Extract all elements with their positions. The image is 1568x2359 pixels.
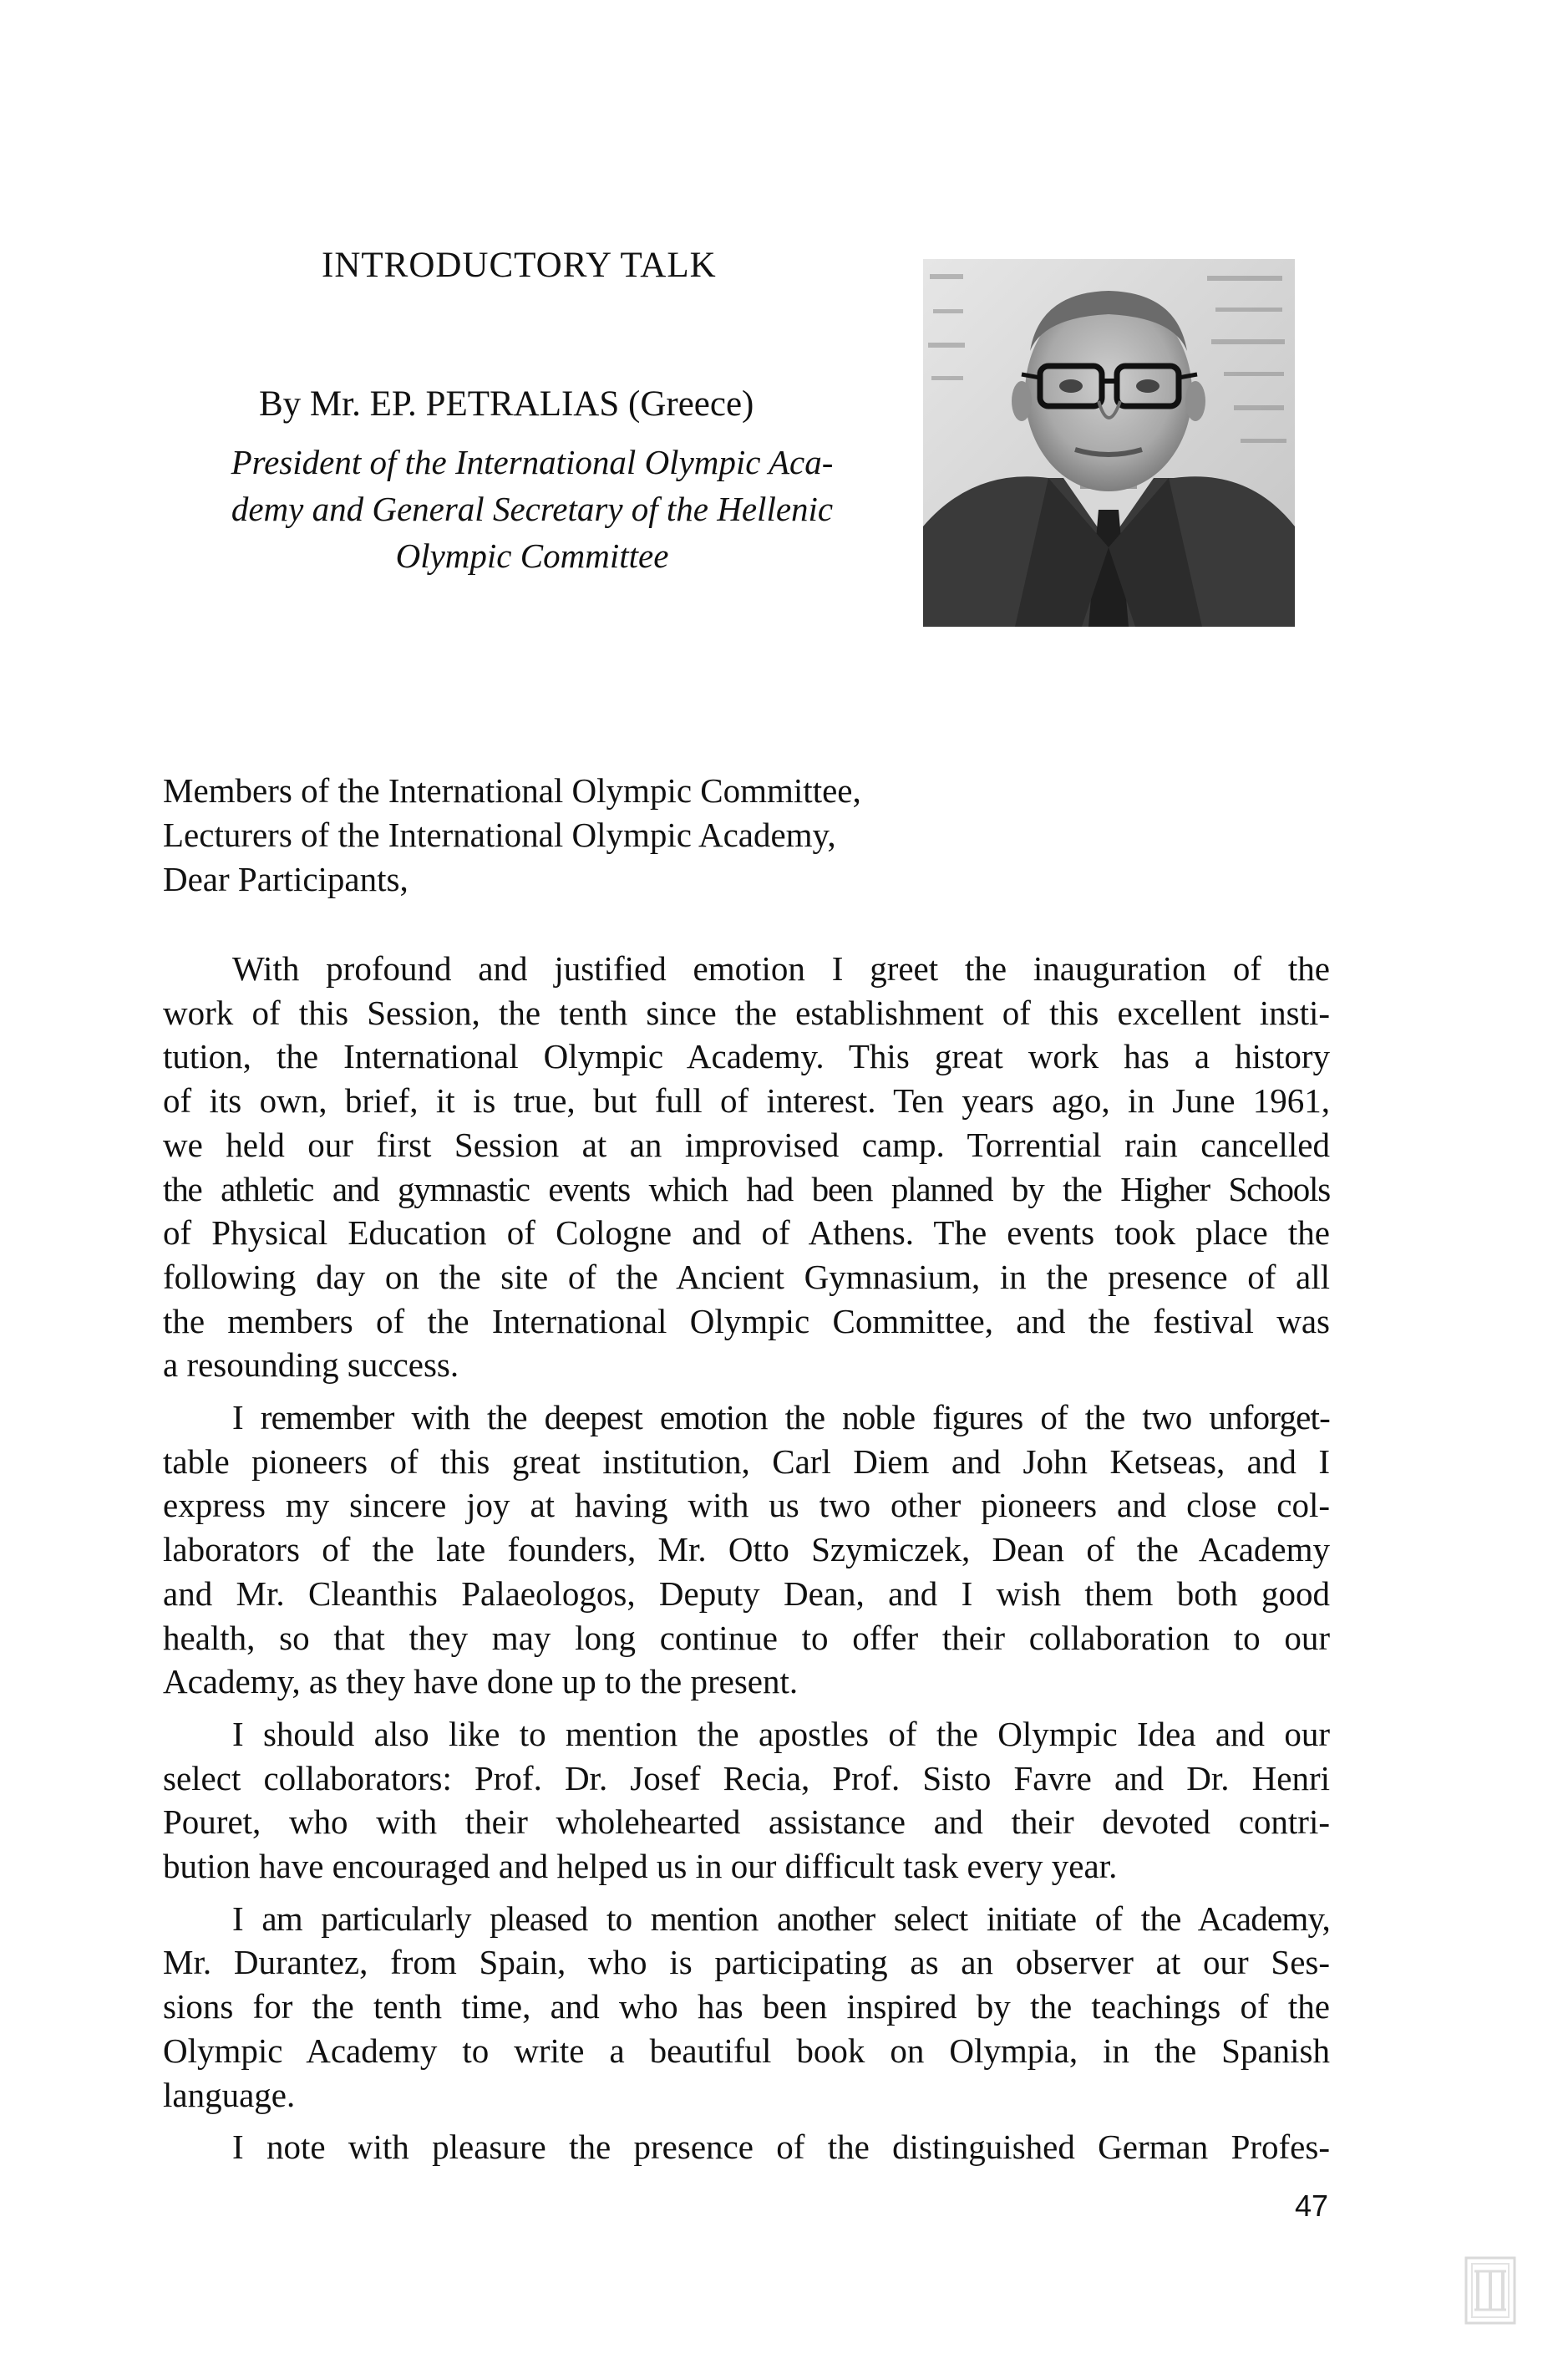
author-portrait-photo xyxy=(923,259,1295,627)
text-line: With profound and justified emotion I greet the inauguration of the xyxy=(232,949,1330,988)
text-line: Academy, as they have done up to the present. xyxy=(163,1662,799,1701)
text-line: Pouret, who with their wholehearted assistance and their devoted contri- xyxy=(163,1802,1330,1842)
text-line: select collaborators: Prof. Dr. Josef Recia, Prof. Sisto Favre and Dr. Henri xyxy=(163,1758,1330,1797)
text-line: of its own, brief, it is true, but full of interest. Ten years ago, in June 1961, xyxy=(163,1081,1330,1121)
author-role-line: demy and General Secretary of the Hellenic xyxy=(231,490,834,528)
text-line: I note with pleasure the presence of the distinguished German Profes- xyxy=(232,2128,1330,2167)
text-line: the athletic and gymnastic events which had been planned by the Higher Schools xyxy=(163,1169,1330,1208)
text-line: the members of the International Olympic Committee, and the festival was xyxy=(163,1301,1330,1340)
author-role xyxy=(177,439,887,579)
author-role-line: President of the International Olympic Aca- xyxy=(231,443,834,481)
text-line: I remember with the deepest emotion the noble figures of the two unforget- xyxy=(232,1398,1330,1437)
text-line: health, so that they may long continue to offer their collaboration to our xyxy=(163,1618,1330,1657)
paragraph xyxy=(163,1396,1330,1704)
author-byline: By Mr. EP. PETRALIAS (Greece) xyxy=(259,384,754,424)
text-line: and Mr. Cleanthis Palaeologos, Deputy Dean, and I wish them both good xyxy=(163,1574,1330,1613)
salutation-line: Dear Participants, xyxy=(163,860,408,898)
salutation xyxy=(163,769,861,902)
text-line: of Physical Education of Cologne and of Athens. The events took place the xyxy=(163,1213,1330,1253)
text-line: following day on the site of the Ancient Gymnasium, in the presence of all xyxy=(163,1257,1330,1296)
text-line: laborators of the late founders, Mr. Otto Szymiczek, Dean of the Academy xyxy=(163,1530,1330,1569)
paragraph xyxy=(163,1712,1330,1889)
author-role-line: Olympic Committee xyxy=(395,536,669,575)
salutation-line: Lecturers of the International Olympic Academy, xyxy=(163,816,836,854)
text-line: language. xyxy=(163,2075,296,2114)
text-line: Olympic Academy to write a beautiful book on Olympia, in the Spanish xyxy=(163,2031,1330,2070)
text-line: sions for the tenth time, and who has been inspired by the teachings of the xyxy=(163,1987,1330,2026)
text-line: table pioneers of this great institution, Carl Diem and John Ketseas, and I xyxy=(163,1441,1330,1481)
text-line: tution, the International Olympic Academy. This great work has a history xyxy=(163,1037,1330,1076)
paragraph xyxy=(163,2125,1330,2169)
archive-stamp-icon xyxy=(1464,2256,1516,2325)
speech-body xyxy=(163,947,1330,2178)
page-title: INTRODUCTORY TALK xyxy=(322,246,717,285)
page-number: 47 xyxy=(1295,2189,1329,2223)
text-line: we held our first Session at an improvised camp. Torrential rain cancelled xyxy=(163,1125,1330,1164)
text-line: express my sincere joy at having with us two other pioneers and close col- xyxy=(163,1486,1330,1525)
text-line: bution have encouraged and helped us in our difficult task every year. xyxy=(163,1847,1118,1886)
paragraph xyxy=(163,1897,1330,2118)
text-line: work of this Session, the tenth since the establishment of this excellent insti- xyxy=(163,993,1330,1032)
text-line: I should also like to mention the apostles of the Olympic Idea and our xyxy=(232,1714,1330,1753)
text-line: a resounding success. xyxy=(163,1345,459,1385)
text-line: Mr. Durantez, from Spain, who is participating as an observer at our Ses- xyxy=(163,1943,1330,1982)
text-line: I am particularly pleased to mention another select initiate of the Academy, xyxy=(232,1899,1330,1938)
paragraph xyxy=(163,947,1330,1387)
salutation-line: Members of the International Olympic Committee, xyxy=(163,771,861,810)
